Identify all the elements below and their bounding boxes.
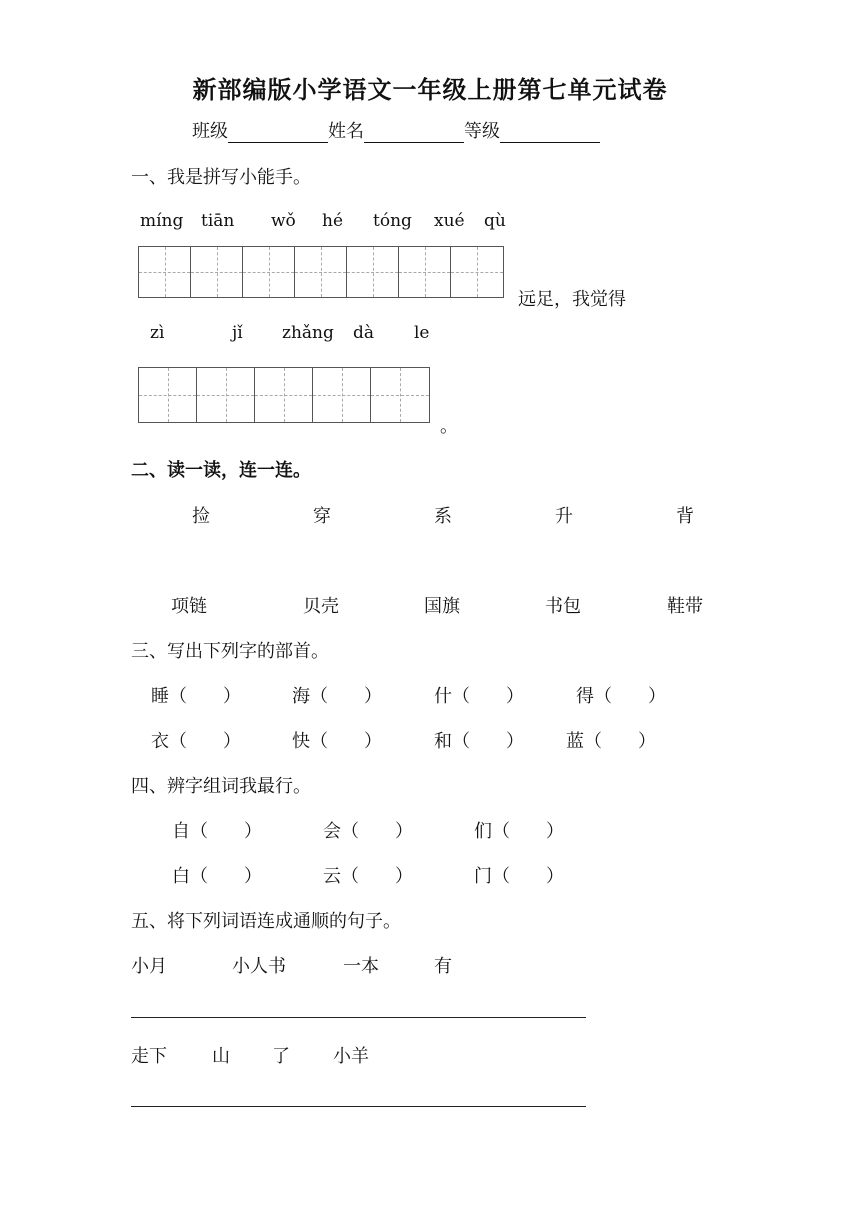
pinyin-10: zhǎng [282, 323, 334, 343]
sentence2-word: 走下 [131, 1046, 167, 1067]
noun-1[interactable]: 项链 [171, 596, 207, 617]
pinyin-2: tiān [201, 211, 235, 231]
section3-heading: 三、写出下列字的部首。 [131, 641, 329, 662]
radical-item[interactable]: 蓝（ ） [566, 731, 656, 752]
radical-item[interactable]: 睡（ ） [151, 686, 241, 707]
noun-3[interactable]: 国旗 [424, 596, 460, 617]
sentence2-word: 了 [272, 1046, 290, 1067]
writing-cell[interactable] [139, 247, 191, 297]
pinyin-8: zì [150, 323, 165, 343]
section2-heading: 二、读一读，连一连。 [131, 460, 311, 481]
noun-4[interactable]: 书包 [545, 596, 581, 617]
sentence1-word: 小人书 [232, 956, 286, 977]
radical-item[interactable]: 海（ ） [292, 686, 382, 707]
pinyin-9: jǐ [232, 323, 243, 343]
sentence1-word: 小月 [131, 956, 167, 977]
noun-5[interactable]: 鞋带 [667, 596, 703, 617]
writing-cell[interactable] [313, 368, 371, 422]
writing-cell[interactable] [243, 247, 295, 297]
section1-heading: 一、我是拼写小能手。 [131, 167, 311, 188]
writing-cell[interactable] [139, 368, 197, 422]
verb-3[interactable]: 系 [434, 506, 452, 527]
radical-item[interactable]: 什（ ） [434, 686, 524, 707]
section5-heading: 五、将下列词语连成通顺的句子。 [131, 911, 401, 932]
word-group-item[interactable]: 云（ ） [323, 866, 413, 887]
word-group-item[interactable]: 们（ ） [474, 821, 564, 842]
word-group-item[interactable]: 白（ ） [172, 866, 262, 887]
pinyin-4: hé [322, 211, 344, 231]
writing-grid-row2 [138, 367, 430, 423]
writing-grid-row1 [138, 246, 504, 298]
name-label: 姓名 [328, 121, 364, 142]
answer-line-1[interactable] [131, 1017, 586, 1018]
pinyin-11: dà [353, 323, 375, 343]
noun-2[interactable]: 贝壳 [303, 596, 339, 617]
writing-cell[interactable] [295, 247, 347, 297]
pinyin-7: qù [484, 211, 506, 231]
verb-1[interactable]: 捡 [192, 506, 210, 527]
writing-cell[interactable] [255, 368, 313, 422]
verb-4[interactable]: 升 [555, 506, 573, 527]
verb-5[interactable]: 背 [676, 506, 694, 527]
sentence1-word: 一本 [343, 956, 379, 977]
pinyin-6: xué [434, 211, 465, 231]
pinyin-3: wǒ [271, 211, 296, 231]
writing-cell[interactable] [399, 247, 451, 297]
verb-2[interactable]: 穿 [313, 506, 331, 527]
section4-heading: 四、辨字组词我最行。 [131, 776, 311, 797]
class-label: 班级 [192, 121, 228, 142]
answer-line-2[interactable] [131, 1106, 586, 1107]
writing-cell[interactable] [371, 368, 429, 422]
class-blank[interactable] [228, 124, 328, 143]
pinyin-5: tóng [373, 211, 412, 231]
pinyin-1: míng [140, 211, 184, 231]
writing-cell[interactable] [197, 368, 255, 422]
pinyin-12: le [414, 323, 430, 343]
sentence2-word: 小羊 [333, 1046, 369, 1067]
row1-tail-text: 远足，我觉得 [518, 289, 626, 310]
grade-blank[interactable] [500, 124, 600, 143]
radical-item[interactable]: 得（ ） [576, 686, 666, 707]
name-blank[interactable] [364, 124, 464, 143]
writing-cell[interactable] [191, 247, 243, 297]
grade-label: 等级 [464, 121, 500, 142]
row2-tail-text: 。 [440, 416, 458, 437]
radical-item[interactable]: 和（ ） [434, 731, 524, 752]
page-title: 新部编版小学语文一年级上册第七单元试卷 [192, 75, 668, 104]
writing-cell[interactable] [451, 247, 503, 297]
sentence1-word: 有 [434, 956, 452, 977]
student-info-line [192, 117, 600, 143]
writing-cell[interactable] [347, 247, 399, 297]
word-group-item[interactable]: 门（ ） [474, 866, 564, 887]
word-group-item[interactable]: 自（ ） [172, 821, 262, 842]
word-group-item[interactable]: 会（ ） [323, 821, 413, 842]
radical-item[interactable]: 衣（ ） [151, 731, 241, 752]
radical-item[interactable]: 快（ ） [292, 731, 382, 752]
sentence2-word: 山 [212, 1046, 230, 1067]
